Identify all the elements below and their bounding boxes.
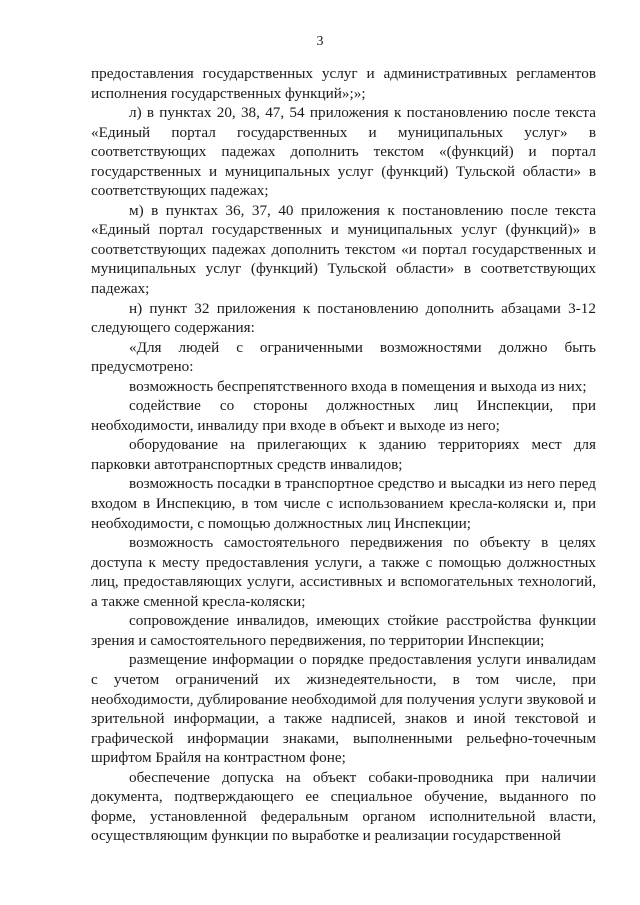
page-number: 3 bbox=[316, 34, 324, 49]
paragraph-transport: возможность посадки в транспортное средство и высадки из него перед входом в Инспекцию, в том числе с использованием кресла-коляски и, при необходимости, с помощью должностных лиц Инспекции; bbox=[91, 475, 596, 532]
paragraph-item-m: м) в пунктах 36, 37, 40 приложения к постановлению после текста «Единый портал государственных и муниципальных услуг (функций)» в соответствующих падежах дополнить текстом «и портал государственных и муниципальных услуг (функций) Тульской области» в соответствующих падежах; bbox=[91, 201, 596, 298]
paragraph-entry-access: возможность беспрепятственного входа в помещения и выхода из них; bbox=[129, 377, 587, 395]
paragraph-item-n: н) пункт 32 приложения к постановлению дополнить абзацами 3-12 следующего содержания: bbox=[91, 299, 596, 337]
paragraph-movement: возможность самостоятельного передвижения по объекту в целях доступа к месту предоставления услуги, а также с помощью должностных лиц, предоставляющих услуги, ассистивных и вспомогательных технологий, а также сменной кресла-коляски; bbox=[91, 534, 596, 610]
paragraph-assistance: содействие со стороны должностных лиц Инспекции, при необходимости, инвалиду при входе в объект и выходе из него; bbox=[91, 397, 596, 434]
paragraph-item-l: л) в пунктах 20, 38, 47, 54 приложения к постановлению после текста «Единый портал государственных и муниципальных услуг» в соответствующих падежах дополнить текстом «(функций) и портал государственных и муниципальных услуг (функций) Тульской области» в соответствующих падежах; bbox=[91, 104, 596, 200]
paragraph-quote-intro: «Для людей с ограниченными возможностями должно быть предусмотрено: bbox=[91, 338, 596, 376]
paragraph-guide-dog: обеспечение допуска на объект собаки-проводника при наличии документа, подтверждающего ее специальное обучение, выданного по форме, установленной федеральным органом исполнительной власти, осуществляющим функции по выработке и реализации государственной bbox=[91, 768, 596, 845]
paragraph-escort: сопровождение инвалидов, имеющих стойкие расстройства функции зрения и самостоятельного передвижения, по территории Инспекции; bbox=[91, 612, 596, 649]
document-body bbox=[91, 64, 596, 846]
paragraph-parking: оборудование на прилегающих к зданию территориях мест для парковки автотранспортных средств инвалидов; bbox=[91, 436, 596, 473]
paragraph-information: размещение информации о порядке предоставления услуги инвалидам с учетом ограничений их жизнедеятельности, в том числе, при необходимости, дублирование необходимой для получения услуги звуковой и зрительной информации, а также надписей, знаков и иной текстовой и графической информации знаками, выполненными рельефно-точечным шрифтом Брайля на контрастном фоне; bbox=[91, 651, 596, 767]
paragraph-continuation: предоставления государственных услуг и административных регламентов исполнения государственных функций»;»; bbox=[91, 65, 596, 102]
